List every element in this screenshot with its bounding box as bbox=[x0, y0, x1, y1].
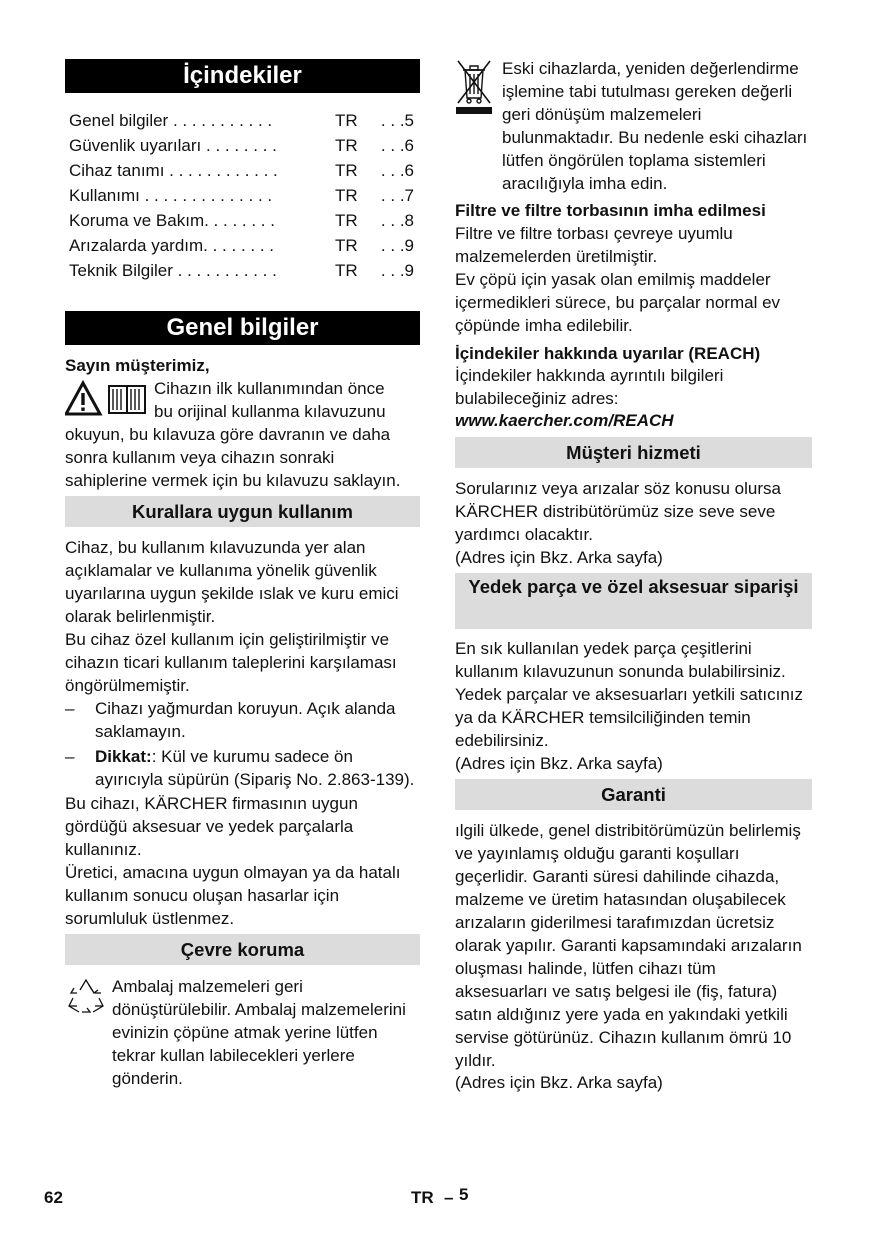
toc-entry-lang: TR bbox=[335, 186, 358, 205]
intro-line-1: Cihazın ilk kullanımından önce bbox=[154, 379, 385, 398]
toc-row[interactable] bbox=[69, 258, 414, 283]
toc-entry-lang: TR bbox=[335, 236, 358, 255]
greeting: Sayın müşterimiz, bbox=[65, 356, 210, 375]
toc-entry-title: Kullanımı . . . . . . . . . . . . . . bbox=[69, 186, 273, 205]
toc-row[interactable] bbox=[69, 233, 414, 258]
intro-line-2: bu orijinal kullanma kılavuzunu bbox=[154, 402, 386, 421]
bullet-2-label: Dikkat: bbox=[95, 747, 152, 766]
bullet-dash: – bbox=[65, 747, 75, 766]
toc-entry-title: Arızalarda yardım. . . . . . . . bbox=[69, 236, 275, 255]
toc-entry-page: . . .9 bbox=[380, 261, 414, 280]
recycle-icon bbox=[65, 976, 107, 1016]
toc-entry-lang: TR bbox=[335, 161, 358, 180]
warranty-address: (Adres için Bkz. Arka sayfa) bbox=[455, 1073, 663, 1092]
toc-entry-lang: TR bbox=[335, 111, 358, 130]
weee-bin-icon bbox=[455, 58, 493, 116]
toc-entry-page: . . .6 bbox=[380, 136, 414, 155]
bullet-dash: – bbox=[65, 699, 75, 718]
toc-entry-lang: TR bbox=[335, 261, 358, 280]
footer-lang: TR bbox=[411, 1188, 434, 1207]
spare-parts-p2: Yedek parçalar ve aksesuarları yetkili satıcınız ya da KÄRCHER temsilciliğinden temin edebilirsiniz. bbox=[455, 685, 804, 750]
toc-entry-page: . . .5 bbox=[380, 111, 414, 130]
toc-entry-page: . . .6 bbox=[380, 161, 414, 180]
toc-entry-lang: TR bbox=[335, 136, 358, 155]
customer-service-title: Müşteri hizmeti bbox=[455, 437, 812, 468]
spare-parts-address: (Adres için Bkz. Arka sayfa) bbox=[455, 754, 663, 773]
filter-p1: Filtre ve filtre torbası çevreye uyumlu malzemelerden üretilmiştir. bbox=[455, 224, 733, 266]
toc-entry-lang: TR bbox=[335, 211, 358, 230]
toc-entry-page: . . .9 bbox=[380, 236, 414, 255]
toc-entry-title: Koruma ve Bakım. . . . . . . . bbox=[69, 211, 275, 230]
toc-entry-title: Teknik Bilgiler . . . . . . . . . . . bbox=[69, 261, 277, 280]
page-number: 62 bbox=[44, 1188, 63, 1207]
toc-row[interactable] bbox=[69, 183, 414, 208]
toc-row[interactable] bbox=[69, 208, 414, 233]
proper-use-p1: Cihaz, bu kullanım kılavuzunda yer alan açıklamalar ve kullanıma yönelik güvenlik uyarılarına uygun şekilde ıslak ve kuru emici olarak belirlenmiştir. bbox=[65, 538, 399, 626]
environment-title: Çevre koruma bbox=[65, 934, 420, 965]
bullet-2 bbox=[95, 745, 425, 791]
warning-manual-icon bbox=[65, 380, 147, 418]
bullet-2-text: : Kül ve kurumu sadece ön ayırıcıyla süpürün (Sipariş No. 2.863-139). bbox=[95, 747, 415, 789]
toc-entry-title: Genel bilgiler . . . . . . . . . . . bbox=[69, 111, 273, 130]
reach-heading: İçindekiler hakkında uyarılar (REACH) bbox=[455, 344, 761, 363]
toc-entry-page: . . .7 bbox=[380, 186, 414, 205]
spare-parts-p1: En sık kullanılan yedek parça çeşitlerini kullanım kılavuzunun sonunda bulabilirsiniz. bbox=[455, 639, 786, 681]
toc-row[interactable] bbox=[69, 108, 414, 133]
reach-text: İçindekiler hakkında ayrıntılı bilgileri bulabileceğiniz adres: bbox=[455, 366, 724, 408]
filter-p2: Ev çöpü için yasak olan emilmiş maddeler içermedikleri sürece, bu parçalar normal ev çöpünde imha edilebilir. bbox=[455, 270, 781, 335]
customer-service-address: (Adres için Bkz. Arka sayfa) bbox=[455, 548, 663, 567]
reach-link[interactable]: www.kaercher.com/REACH bbox=[455, 411, 674, 430]
proper-use-p4: Üretici, amacına uygun olmayan ya da hatalı kullanım sonucu oluşan hasarlar için sorumluluk üstlenmez. bbox=[65, 863, 401, 928]
disposal-text: Eski cihazlarda, yeniden değerlendirme işlemine tabi tutulması gereken değerli geri dönüşüm malzemeleri bulunmaktadır. Bu nedenle eski cihazları lütfen öngörülen toplama sistemleri aracılığıyla imha edin. bbox=[502, 59, 808, 193]
toc-entry-title: Güvenlik uyarıları . . . . . . . . bbox=[69, 136, 277, 155]
general-title: Genel bilgiler bbox=[65, 311, 420, 345]
bullet-1: Cihazı yağmurdan koruyun. Açık alanda saklamayın. bbox=[95, 699, 396, 741]
footer-section-page: 5 bbox=[459, 1185, 469, 1204]
warranty-title: Garanti bbox=[455, 779, 812, 810]
warranty-text: ılgili ülkede, genel distribitörümüzün belirlemiş ve yayınlamış olduğu garanti koşulları geçerlidir. Garanti süresi dahilinde cihazda, malzeme ve üretim hatasından oluşabilecek arızaların giderilmesi tarafımızdan ücretsiz olarak yapılır. Garanti kapsamındaki arızaların oluşması halinde, lütfen cihazı tüm aksesuarları ve satış belgesi ile (fiş, fatura) satın aldığınız yere yada en yakındaki yetkili servise götürünüz. Cihazın kullanım ömrü 10 yıldır. bbox=[455, 821, 802, 1070]
toc-entry-title: Cihaz tanımı . . . . . . . . . . . . bbox=[69, 161, 278, 180]
intro-text: okuyun, bu kılavuza göre davranın ve daha sonra kullanım veya cihazın sonraki sahiplerine vermek için bu kılavuzu saklayın. bbox=[65, 425, 401, 490]
toc-row[interactable] bbox=[69, 133, 414, 158]
footer-dash: – bbox=[444, 1188, 454, 1207]
packaging-text: Ambalaj malzemeleri geri dönüştürülebilir. Ambalaj malzemelerini evinizin çöpüne atmak yerine lütfen tekrar kullan labilecekleri yerlere gönderin. bbox=[112, 977, 406, 1088]
proper-use-p2: Bu cihaz özel kullanım için geliştirilmiştir ve cihazın ticari kullanım taleplerini karşılaması öngörülmemiştir. bbox=[65, 630, 397, 695]
toc-entry-page: . . .8 bbox=[380, 211, 414, 230]
proper-use-title: Kurallara uygun kullanım bbox=[65, 496, 420, 527]
toc-title: İçindekiler bbox=[65, 59, 420, 93]
toc-row[interactable] bbox=[69, 158, 414, 183]
proper-use-p3: Bu cihazı, KÄRCHER firmasının uygun gördüğü aksesuar ve yedek parçalarla kullanınız. bbox=[65, 794, 358, 859]
filter-heading: Filtre ve filtre torbasının imha edilmesi bbox=[455, 201, 766, 220]
spare-parts-title: Yedek parça ve özel aksesuar siparişi bbox=[455, 573, 812, 629]
customer-service-text: Sorularınız veya arızalar söz konusu olursa KÄRCHER distribütörümüz size seve seve yardımcı olacaktır. bbox=[455, 479, 781, 544]
